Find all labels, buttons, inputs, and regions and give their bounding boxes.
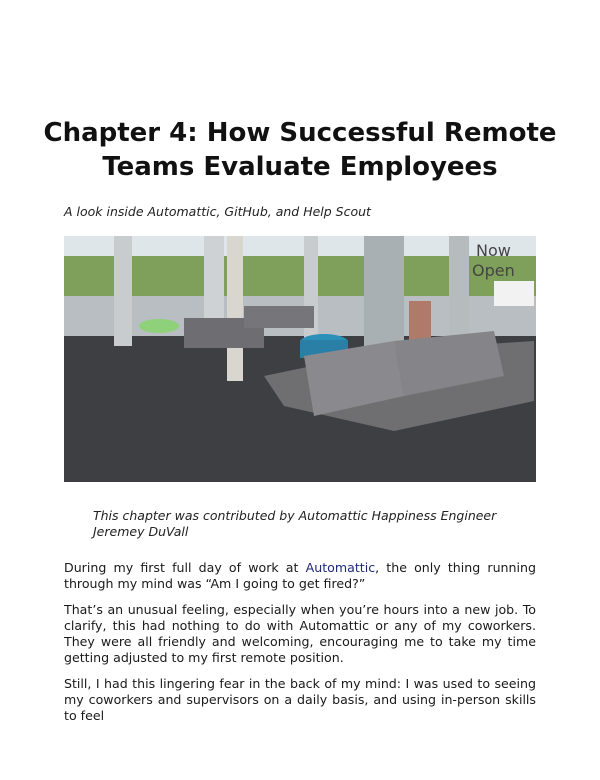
title-line-1: Chapter 4: How Successful Remote bbox=[43, 118, 557, 148]
paragraph-2: That’s an unusual feeling, especially when you’re hours into a new job. To clarify, this had nothing to do with Automattic or any of my coworkers. They were all friendly and welcoming, encouraging me to take my time getting adjusted to my first remote position. bbox=[64, 601, 536, 666]
paragraph-1-end: , the only thing running through my mind was “Am I going to get fired?” bbox=[64, 560, 536, 592]
chapter-title bbox=[40, 116, 560, 184]
office-lounge-photo bbox=[64, 236, 536, 482]
sign-open: Open bbox=[472, 261, 515, 280]
contributor-caption: This chapter was contributed by Automattic Happiness Engineer Jeremey DuVall bbox=[93, 508, 497, 539]
chapter-subtitle: A look inside Automattic, GitHub, and Help Scout bbox=[64, 204, 371, 219]
automattic-link[interactable]: Automattic bbox=[305, 560, 376, 575]
paragraph-1 bbox=[64, 560, 536, 593]
title-line-2: Teams Evaluate Employees bbox=[102, 152, 498, 182]
paragraph-1-start: During my first full day of work at bbox=[64, 560, 306, 575]
body-text bbox=[64, 560, 536, 734]
paragraph-3: Still, I had this lingering fear in the back of my mind: I was used to seeing my coworkers and supervisors on a daily basis, and using in-person skills to feel bbox=[64, 675, 536, 724]
sign-now: Now bbox=[476, 241, 511, 260]
